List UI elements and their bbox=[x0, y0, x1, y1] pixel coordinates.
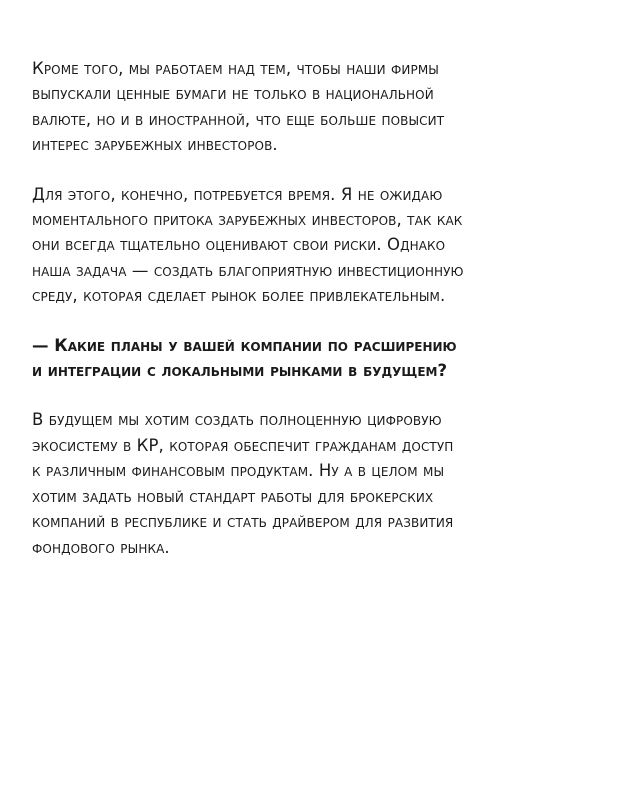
paragraph-spacer bbox=[32, 158, 617, 182]
text-line: В будущем мы хотим создать полноценную цифровую bbox=[32, 410, 442, 430]
interview-answer bbox=[32, 407, 617, 559]
text-line: фондового рынка. bbox=[32, 537, 170, 557]
text-line: наша задача — создать благоприятную инвестиционную bbox=[32, 260, 464, 280]
text-line: среду, которая сделает рынок более привлекательным. bbox=[32, 286, 446, 306]
text-line: к различным финансовым продуктам. Ну а в целом мы bbox=[32, 461, 445, 481]
text-line: Кроме того, мы работаем над тем, чтобы наши фирмы bbox=[32, 59, 439, 78]
text-line: интерес зарубежных инвесторов. bbox=[32, 135, 278, 155]
text-line: они всегда тщательно оценивают свои риски. Однако bbox=[32, 235, 446, 255]
paragraph-1 bbox=[32, 56, 617, 158]
text-line: Для этого, конечно, потребуется время. Я не ожидаю bbox=[32, 184, 443, 204]
question-line: — Какие планы у вашей компании по расширению bbox=[32, 335, 457, 355]
paragraph-spacer bbox=[32, 309, 617, 333]
text-line: компаний в республике и стать драйвером для развития bbox=[32, 512, 454, 532]
text-line: хотим задать новый стандарт работы для брокерских bbox=[32, 486, 434, 506]
paragraph-spacer bbox=[32, 383, 617, 407]
text-line: валюте, но и в иностранной, что еще больше повысит bbox=[32, 109, 445, 129]
paragraph-2 bbox=[32, 182, 617, 309]
article-body bbox=[32, 56, 617, 560]
text-line: моментального притока зарубежных инвесторов, так как bbox=[32, 210, 463, 230]
interview-question bbox=[32, 333, 617, 384]
text-line: экосистему в КР, которая обеспечит гражданам доступ bbox=[32, 435, 454, 455]
question-line: и интеграции с локальными рынками в будущем? bbox=[32, 361, 448, 381]
text-line: выпускали ценные бумаги не только в национальной bbox=[32, 84, 434, 104]
